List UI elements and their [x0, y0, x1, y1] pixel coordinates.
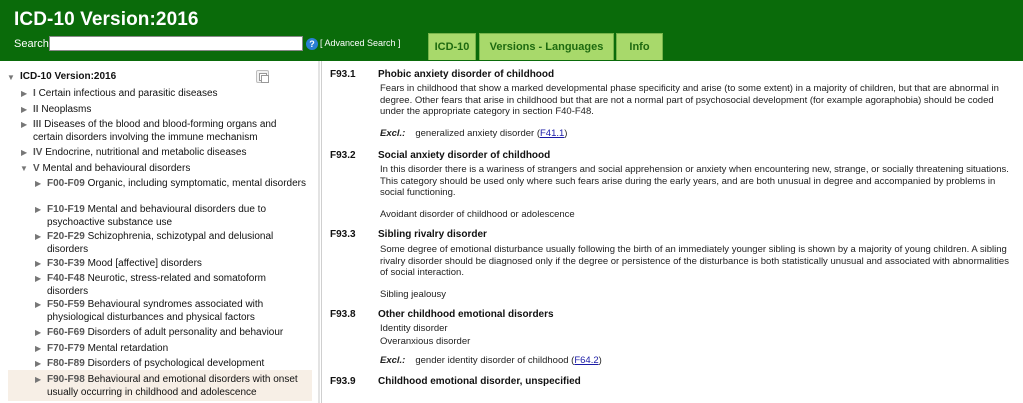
- exclusion-note: Excl.: gender identity disorder of childhood (F64.2): [380, 355, 602, 366]
- pane-divider[interactable]: [318, 61, 320, 403]
- expand-triangle-icon[interactable]: ▶: [35, 274, 42, 283]
- exclusion-code-link[interactable]: F41.1: [539, 128, 565, 139]
- block-item[interactable]: F80-F89 Disorders of psychological development: [47, 358, 265, 369]
- expand-triangle-icon[interactable]: ▶: [35, 179, 42, 188]
- category-code: F93.9: [330, 376, 356, 387]
- expand-triangle-icon[interactable]: ▶: [35, 259, 42, 268]
- chapter-item[interactable]: I Certain infectious and parasitic diseases: [33, 88, 218, 99]
- app-title: ICD-10 Version:2016: [14, 9, 199, 30]
- expand-triangle-icon[interactable]: ▼: [7, 73, 15, 82]
- chapter-item[interactable]: V Mental and behavioural disorders: [33, 163, 191, 174]
- expand-triangle-icon[interactable]: ▶: [21, 105, 28, 114]
- category-title: Childhood emotional disorder, unspecified: [378, 376, 581, 387]
- inclusion-term: Sibling jealousy: [380, 289, 447, 300]
- block-item-selected[interactable]: F90-F98 Behavioural and emotional disorders with onset usually occurring in childhood and adolescence: [47, 374, 298, 398]
- tab-icd10[interactable]: ICD-10: [428, 33, 476, 60]
- help-icon[interactable]: ?: [306, 38, 318, 50]
- block-item[interactable]: F50-F59 Behavioural syndromes associated with physiological disturbances and physical factors: [47, 299, 264, 323]
- tab-info[interactable]: Info: [616, 33, 663, 60]
- expand-triangle-icon[interactable]: ▼: [20, 164, 28, 173]
- expand-triangle-icon[interactable]: ▶: [35, 344, 42, 353]
- category-description: In this disorder there is a wariness of strangers and social apprehension or anxiety when encountering new, strange, or socially threatening situations. This category should be used only where such fears arise during the early years, and are both unusual in degree and accompanied by problems in social functioning.: [380, 164, 1009, 198]
- expand-triangle-icon[interactable]: ▶: [35, 328, 42, 337]
- block-item[interactable]: F20-F29 Schizophrenia, schizotypal and delusional disorders: [47, 231, 274, 255]
- expand-triangle-icon[interactable]: ▶: [35, 359, 42, 368]
- expand-triangle-icon[interactable]: ▶: [21, 89, 28, 98]
- chapter-item[interactable]: II Neoplasms: [33, 104, 92, 115]
- inclusion-term: Avoidant disorder of childhood or adolescence: [380, 209, 575, 220]
- block-item[interactable]: F00-F09 Organic, including symptomatic, mental disorders: [47, 178, 307, 189]
- category-title: Phobic anxiety disorder of childhood: [378, 69, 555, 80]
- tree-root[interactable]: ICD-10 Version:2016: [20, 71, 117, 82]
- block-item[interactable]: F10-F19 Mental and behavioural disorders due to psychoactive substance use: [47, 204, 267, 228]
- chapter-item[interactable]: IV Endocrine, nutritional and metabolic diseases: [33, 147, 247, 158]
- tab-versions-languages[interactable]: Versions - Languages: [479, 33, 614, 60]
- exclusion-code-link[interactable]: F64.2: [574, 355, 599, 366]
- category-title: Sibling rivalry disorder: [378, 229, 487, 240]
- app-header: [0, 0, 1023, 61]
- category-details: [330, 61, 1023, 403]
- chapter-item[interactable]: III Diseases of the blood and blood-forming organs and certain disorders involving the immune mechanism: [33, 119, 277, 143]
- category-title: Other childhood emotional disorders: [378, 309, 554, 320]
- block-item[interactable]: F30-F39 Mood [affective] disorders: [47, 258, 202, 269]
- expand-triangle-icon[interactable]: ▶: [35, 375, 42, 384]
- expand-triangle-icon[interactable]: ▶: [35, 205, 42, 214]
- inclusion-term: Overanxious disorder: [380, 336, 471, 347]
- block-item[interactable]: F40-F48 Neurotic, stress-related and somatoform disorders: [47, 273, 266, 297]
- category-title: Social anxiety disorder of childhood: [378, 150, 551, 161]
- block-item[interactable]: F60-F69 Disorders of adult personality and behaviour: [47, 327, 284, 338]
- category-code: F93.2: [330, 150, 356, 161]
- category-description: Some degree of emotional disturbance usually following the birth of an immediately younger sibling is shown by a majority of young children. A sibling rivalry disorder should be diagnosed only if the degree or persistence of the disturbance is both statistically unusual and associated with abnormalities of social interaction.: [380, 244, 1009, 278]
- exclusion-note: Excl.: generalized anxiety disorder (F41.1): [380, 128, 568, 139]
- collapse-all-icon[interactable]: [256, 70, 269, 83]
- expand-triangle-icon[interactable]: ▶: [21, 120, 28, 129]
- expand-triangle-icon[interactable]: ▶: [35, 300, 42, 309]
- category-code: F93.1: [330, 69, 356, 80]
- search-input[interactable]: [49, 36, 303, 51]
- category-code: F93.8: [330, 309, 356, 320]
- expand-triangle-icon[interactable]: ▶: [35, 232, 42, 241]
- expand-triangle-icon[interactable]: ▶: [21, 148, 28, 157]
- inclusion-term: Identity disorder: [380, 323, 448, 334]
- search-label: Search: [14, 38, 49, 50]
- advanced-search-link[interactable]: [ Advanced Search ]: [320, 38, 401, 48]
- classification-tree: [0, 61, 322, 403]
- category-code: F93.3: [330, 229, 356, 240]
- category-description: Fears in childhood that show a marked developmental phase specificity and arise (to some extent) in a majority of children, but that are abnormal in degree. Other fears that arise in childhood but that are not a normal part of psychosocial development (for example agoraphobia) should be coded under the appropriate category in section F40-F48.: [380, 83, 999, 117]
- block-item[interactable]: F70-F79 Mental retardation: [47, 343, 169, 354]
